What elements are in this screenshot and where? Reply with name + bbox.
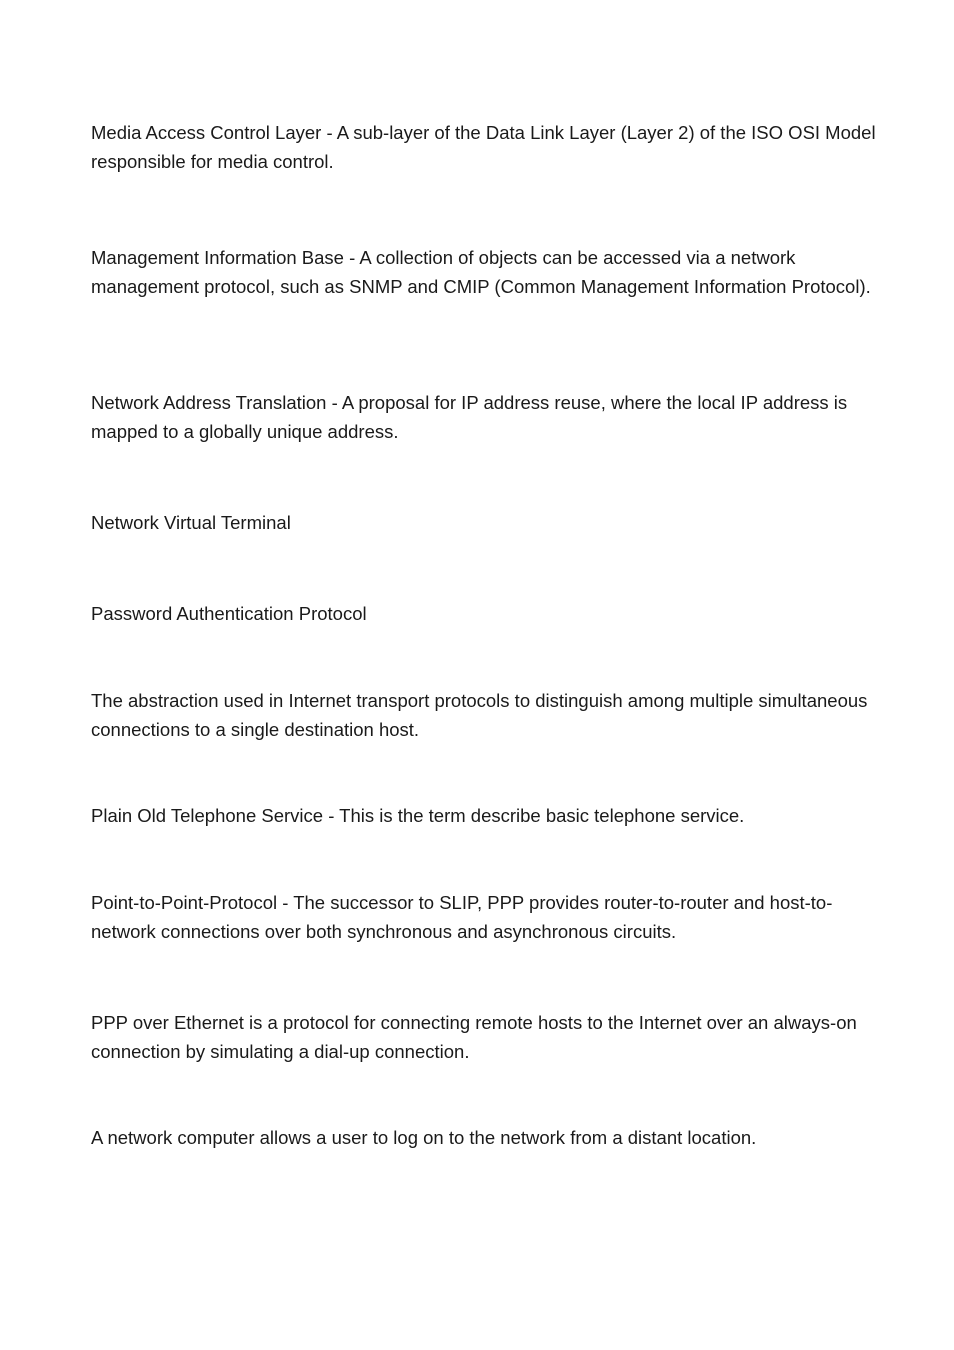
definition-media-access-control: Media Access Control Layer - A sub-layer of the Data Link Layer (Layer 2) of the ISO OSI Model responsible for media control. [91,122,876,172]
definition-point-to-point-protocol: Point-to-Point-Protocol - The successor to SLIP, PPP provides router-to-router and host-to-network connections over both synchronous and asynchronous circuits. [91,892,833,942]
definition-management-information-base: Management Information Base - A collection of objects can be accessed via a network management protocol, such as SNMP and CMIP (Common Management Information Protocol). [91,247,871,297]
definition-ppp-over-ethernet: PPP over Ethernet is a protocol for connecting remote hosts to the Internet over an always-on connection by simulating a dial-up connection. [91,1012,857,1062]
definition-remote-access: A network computer allows a user to log on to the network from a distant location. [91,1127,757,1148]
definition-network-address-translation: Network Address Translation - A proposal for IP address reuse, where the local IP address is mapped to a globally unique address. [91,392,848,442]
definition-port: The abstraction used in Internet transport protocols to distinguish among multiple simultaneous connections to a single destination host. [91,690,868,740]
definition-network-virtual-terminal: Network Virtual Terminal [91,512,291,533]
definition-password-authentication-protocol: Password Authentication Protocol [91,603,367,624]
definition-plain-old-telephone-service: Plain Old Telephone Service - This is the term describe basic telephone service. [91,805,745,826]
